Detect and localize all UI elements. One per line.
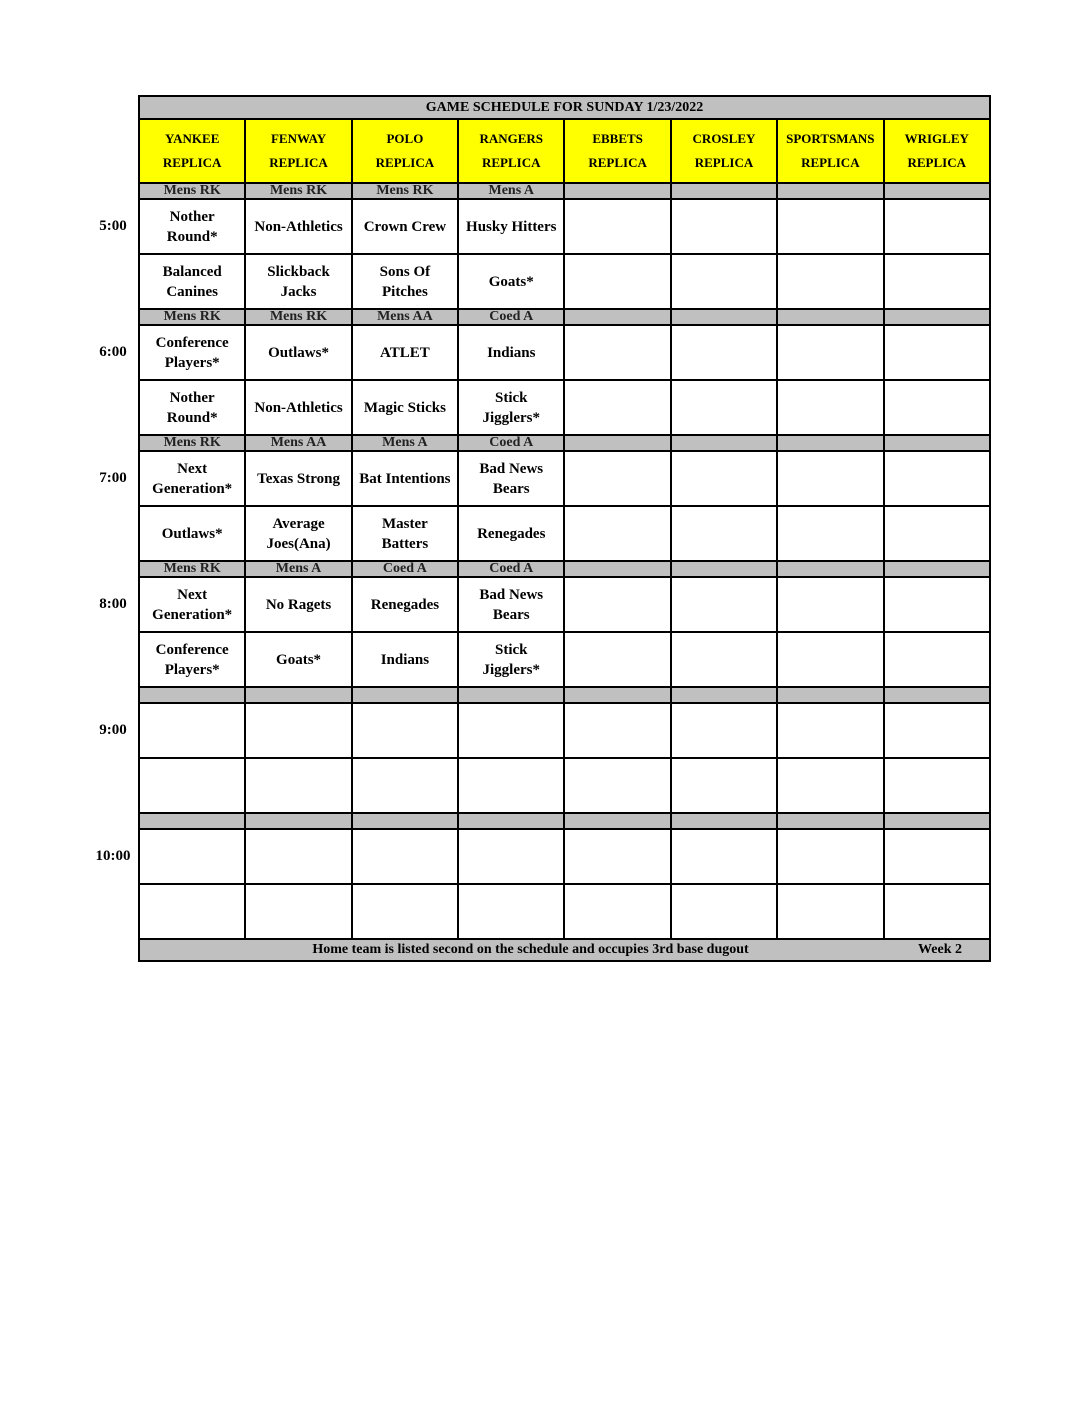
- team-cell: [564, 577, 670, 632]
- game-row: [139, 884, 990, 939]
- field-header-wrigley: [884, 119, 990, 183]
- team-cell: [564, 254, 670, 309]
- team-cell: [352, 506, 458, 561]
- team-cell: [777, 829, 883, 884]
- team-cell: [564, 758, 670, 813]
- field-header-polo: [352, 119, 458, 183]
- team-cell: [458, 632, 564, 687]
- game-row: [139, 632, 990, 687]
- field-name: RANGERS: [479, 131, 544, 146]
- team-name: Texas Strong: [257, 470, 341, 487]
- game-row: [139, 758, 990, 813]
- field-name: WRIGLEY: [904, 131, 969, 146]
- team-name: Stick Jigglers*: [482, 389, 540, 426]
- team-cell: [139, 829, 245, 884]
- week-label: Week 2: [918, 942, 962, 957]
- team-cell: [458, 703, 564, 758]
- team-name: Indians: [380, 651, 430, 668]
- team-cell: [352, 632, 458, 687]
- field-subtitle: REPLICA: [801, 155, 860, 170]
- division-cell: [777, 561, 883, 577]
- team-cell: [245, 577, 351, 632]
- team-name: Husky Hitters: [466, 218, 557, 235]
- game-row: [139, 577, 990, 632]
- team-cell: [245, 451, 351, 506]
- division-row: [139, 813, 990, 829]
- field-header-sportsmans: [777, 119, 883, 183]
- team-cell: [777, 577, 883, 632]
- team-cell: [884, 199, 990, 254]
- team-cell: [245, 199, 351, 254]
- division-cell: [564, 435, 670, 451]
- team-cell: [671, 506, 777, 561]
- field-header-yankee: [139, 119, 245, 183]
- team-name: Bat Intentions: [359, 470, 451, 487]
- team-cell: [564, 451, 670, 506]
- team-name: Stick Jigglers*: [482, 641, 540, 678]
- team-cell: [777, 884, 883, 939]
- team-cell: [884, 380, 990, 435]
- title-row: [139, 96, 990, 119]
- team-cell: [245, 632, 351, 687]
- field-name: CROSLEY: [692, 131, 756, 146]
- team-name: Next Generation*: [152, 586, 233, 623]
- team-name: Balanced Canines: [162, 263, 222, 300]
- time-label: 8:00: [99, 595, 127, 612]
- division-cell: [671, 309, 777, 325]
- division-row: [139, 435, 990, 451]
- division-cell: Mens A: [245, 561, 351, 577]
- team-cell: [671, 632, 777, 687]
- division-cell: [352, 813, 458, 829]
- division-cell: [884, 687, 990, 703]
- division-cell: [564, 687, 670, 703]
- team-name: ATLET: [380, 344, 430, 361]
- team-name: Conference Players*: [155, 641, 229, 678]
- team-cell: [884, 577, 990, 632]
- division-row: [139, 687, 990, 703]
- footer-row: [139, 939, 990, 961]
- division-cell: Coed A: [458, 435, 564, 451]
- division-cell: [564, 183, 670, 199]
- game-row: [139, 380, 990, 435]
- team-cell: [139, 451, 245, 506]
- time-label: 7:00: [99, 469, 127, 486]
- team-cell: [777, 451, 883, 506]
- game-schedule-table: [138, 95, 991, 962]
- team-cell: [671, 325, 777, 380]
- field-subtitle: REPLICA: [588, 155, 647, 170]
- team-cell: [564, 325, 670, 380]
- team-name: Nother Round*: [166, 208, 218, 245]
- field-subtitle: REPLICA: [694, 155, 754, 170]
- team-name: Magic Sticks: [363, 399, 446, 416]
- division-cell: Mens RK: [245, 183, 351, 199]
- division-cell: [352, 687, 458, 703]
- team-name: Bad News Bears: [479, 460, 544, 497]
- division-cell: Mens RK: [245, 309, 351, 325]
- team-cell: [671, 758, 777, 813]
- division-cell: [884, 183, 990, 199]
- team-cell: [352, 451, 458, 506]
- team-cell: [884, 703, 990, 758]
- division-cell: [777, 813, 883, 829]
- division-cell: Mens RK: [352, 183, 458, 199]
- team-name: Average Joes(Ana): [266, 515, 331, 552]
- team-name: Bad News Bears: [479, 586, 544, 623]
- team-name: Conference Players*: [155, 334, 229, 371]
- team-cell: [884, 506, 990, 561]
- time-label: 6:00: [99, 343, 127, 360]
- field-name: YANKEE: [164, 131, 220, 146]
- division-cell: [884, 309, 990, 325]
- division-cell: [671, 687, 777, 703]
- division-cell: [777, 435, 883, 451]
- team-cell: [352, 758, 458, 813]
- team-cell: [777, 254, 883, 309]
- team-cell: [352, 577, 458, 632]
- team-cell: [139, 506, 245, 561]
- footer-note: Home team is listed second on the schedule and occupies 3rd base dugout: [312, 942, 749, 957]
- team-name: Next Generation*: [152, 460, 233, 497]
- team-name: Outlaws*: [268, 344, 329, 361]
- team-cell: [139, 325, 245, 380]
- team-cell: [245, 506, 351, 561]
- team-cell: [671, 199, 777, 254]
- field-header-row: [139, 119, 990, 183]
- team-cell: [564, 380, 670, 435]
- team-cell: [245, 703, 351, 758]
- division-cell: [777, 183, 883, 199]
- team-cell: [777, 506, 883, 561]
- team-cell: [352, 380, 458, 435]
- team-cell: [458, 325, 564, 380]
- team-cell: [458, 506, 564, 561]
- division-cell: [139, 687, 245, 703]
- game-row: [139, 199, 990, 254]
- team-cell: [564, 506, 670, 561]
- division-cell: [564, 309, 670, 325]
- team-cell: [884, 451, 990, 506]
- team-cell: [352, 884, 458, 939]
- team-cell: [245, 829, 351, 884]
- division-cell: [884, 561, 990, 577]
- team-cell: [139, 884, 245, 939]
- team-cell: [139, 577, 245, 632]
- division-cell: Mens AA: [352, 309, 458, 325]
- team-cell: [352, 254, 458, 309]
- team-cell: [245, 884, 351, 939]
- division-cell: Mens RK: [139, 561, 245, 577]
- team-name: Outlaws*: [161, 525, 223, 542]
- team-cell: [671, 884, 777, 939]
- field-subtitle: REPLICA: [907, 155, 967, 170]
- field-subtitle: REPLICA: [375, 155, 435, 170]
- team-cell: [139, 254, 245, 309]
- division-row: [139, 183, 990, 199]
- team-cell: [458, 829, 564, 884]
- team-cell: [777, 758, 883, 813]
- team-name: Indians: [487, 344, 536, 361]
- division-cell: Mens RK: [139, 183, 245, 199]
- team-name: No Ragets: [265, 596, 332, 613]
- game-row: [139, 829, 990, 884]
- team-name: Goats*: [276, 651, 322, 668]
- team-name: Goats*: [488, 273, 534, 290]
- field-header-rangers: [458, 119, 564, 183]
- team-cell: [671, 829, 777, 884]
- field-subtitle: REPLICA: [162, 155, 222, 170]
- team-cell: [352, 829, 458, 884]
- team-cell: [139, 632, 245, 687]
- field-name: EBBETS: [592, 131, 643, 146]
- team-cell: [458, 758, 564, 813]
- team-name: Crown Crew: [363, 218, 447, 235]
- team-cell: [564, 199, 670, 254]
- team-cell: [777, 199, 883, 254]
- team-cell: [245, 325, 351, 380]
- team-name: Non-Athletics: [254, 399, 343, 416]
- division-cell: [884, 813, 990, 829]
- division-cell: Coed A: [352, 561, 458, 577]
- team-cell: [564, 632, 670, 687]
- division-cell: Mens AA: [245, 435, 351, 451]
- division-row: [139, 561, 990, 577]
- field-name: POLO: [386, 131, 424, 146]
- team-cell: [884, 632, 990, 687]
- team-cell: [884, 325, 990, 380]
- team-cell: [671, 703, 777, 758]
- time-label: 9:00: [99, 721, 127, 738]
- team-cell: [245, 254, 351, 309]
- division-cell: [671, 561, 777, 577]
- team-cell: [671, 380, 777, 435]
- team-cell: [458, 577, 564, 632]
- team-name: Nother Round*: [166, 389, 218, 426]
- team-cell: [139, 703, 245, 758]
- team-name: Renegades: [370, 596, 440, 613]
- time-label: 10:00: [95, 847, 131, 864]
- team-cell: [564, 884, 670, 939]
- division-cell: [884, 435, 990, 451]
- team-cell: [139, 380, 245, 435]
- field-subtitle: REPLICA: [482, 155, 541, 170]
- division-cell: [139, 813, 245, 829]
- division-cell: [458, 813, 564, 829]
- division-cell: [564, 813, 670, 829]
- team-cell: [458, 199, 564, 254]
- team-cell: [458, 380, 564, 435]
- team-cell: [884, 884, 990, 939]
- team-cell: [352, 199, 458, 254]
- division-cell: [671, 813, 777, 829]
- division-cell: [671, 435, 777, 451]
- field-name: SPORTSMANS: [786, 131, 875, 146]
- division-cell: [245, 813, 351, 829]
- team-cell: [671, 254, 777, 309]
- team-cell: [245, 380, 351, 435]
- team-cell: [884, 829, 990, 884]
- team-name: Non-Athletics: [254, 218, 343, 235]
- division-cell: [671, 183, 777, 199]
- team-cell: [352, 703, 458, 758]
- team-cell: [777, 380, 883, 435]
- division-cell: Mens RK: [139, 435, 245, 451]
- game-row: [139, 325, 990, 380]
- team-cell: [777, 703, 883, 758]
- division-row: [139, 309, 990, 325]
- schedule-title: GAME SCHEDULE FOR SUNDAY 1/23/2022: [139, 96, 990, 119]
- team-name: Master Batters: [381, 515, 429, 552]
- division-cell: [245, 687, 351, 703]
- team-cell: [671, 577, 777, 632]
- game-row: [139, 703, 990, 758]
- game-row: [139, 451, 990, 506]
- division-cell: Mens A: [352, 435, 458, 451]
- division-cell: Coed A: [458, 309, 564, 325]
- footer-cell: [139, 939, 990, 961]
- team-cell: [564, 829, 670, 884]
- time-label: 5:00: [99, 217, 127, 234]
- team-cell: [458, 254, 564, 309]
- game-row: [139, 506, 990, 561]
- division-cell: [564, 561, 670, 577]
- team-cell: [564, 703, 670, 758]
- field-header-crosley: [671, 119, 777, 183]
- team-cell: [458, 451, 564, 506]
- field-header-fenway: [245, 119, 351, 183]
- division-cell: Coed A: [458, 561, 564, 577]
- team-cell: [671, 451, 777, 506]
- division-cell: Mens RK: [139, 309, 245, 325]
- division-cell: [777, 687, 883, 703]
- field-name: FENWAY: [270, 131, 327, 146]
- team-cell: [352, 325, 458, 380]
- team-cell: [139, 758, 245, 813]
- field-subtitle: REPLICA: [269, 155, 328, 170]
- division-cell: Mens A: [458, 183, 564, 199]
- division-cell: [777, 309, 883, 325]
- team-name: Slickback Jacks: [267, 263, 330, 300]
- team-name: Renegades: [477, 525, 546, 542]
- team-cell: [458, 884, 564, 939]
- team-cell: [884, 254, 990, 309]
- team-name: Sons Of Pitches: [379, 263, 431, 300]
- team-cell: [777, 632, 883, 687]
- division-cell: [458, 687, 564, 703]
- game-row: [139, 254, 990, 309]
- team-cell: [139, 199, 245, 254]
- team-cell: [884, 758, 990, 813]
- field-header-ebbets: [564, 119, 670, 183]
- team-cell: [245, 758, 351, 813]
- team-cell: [777, 325, 883, 380]
